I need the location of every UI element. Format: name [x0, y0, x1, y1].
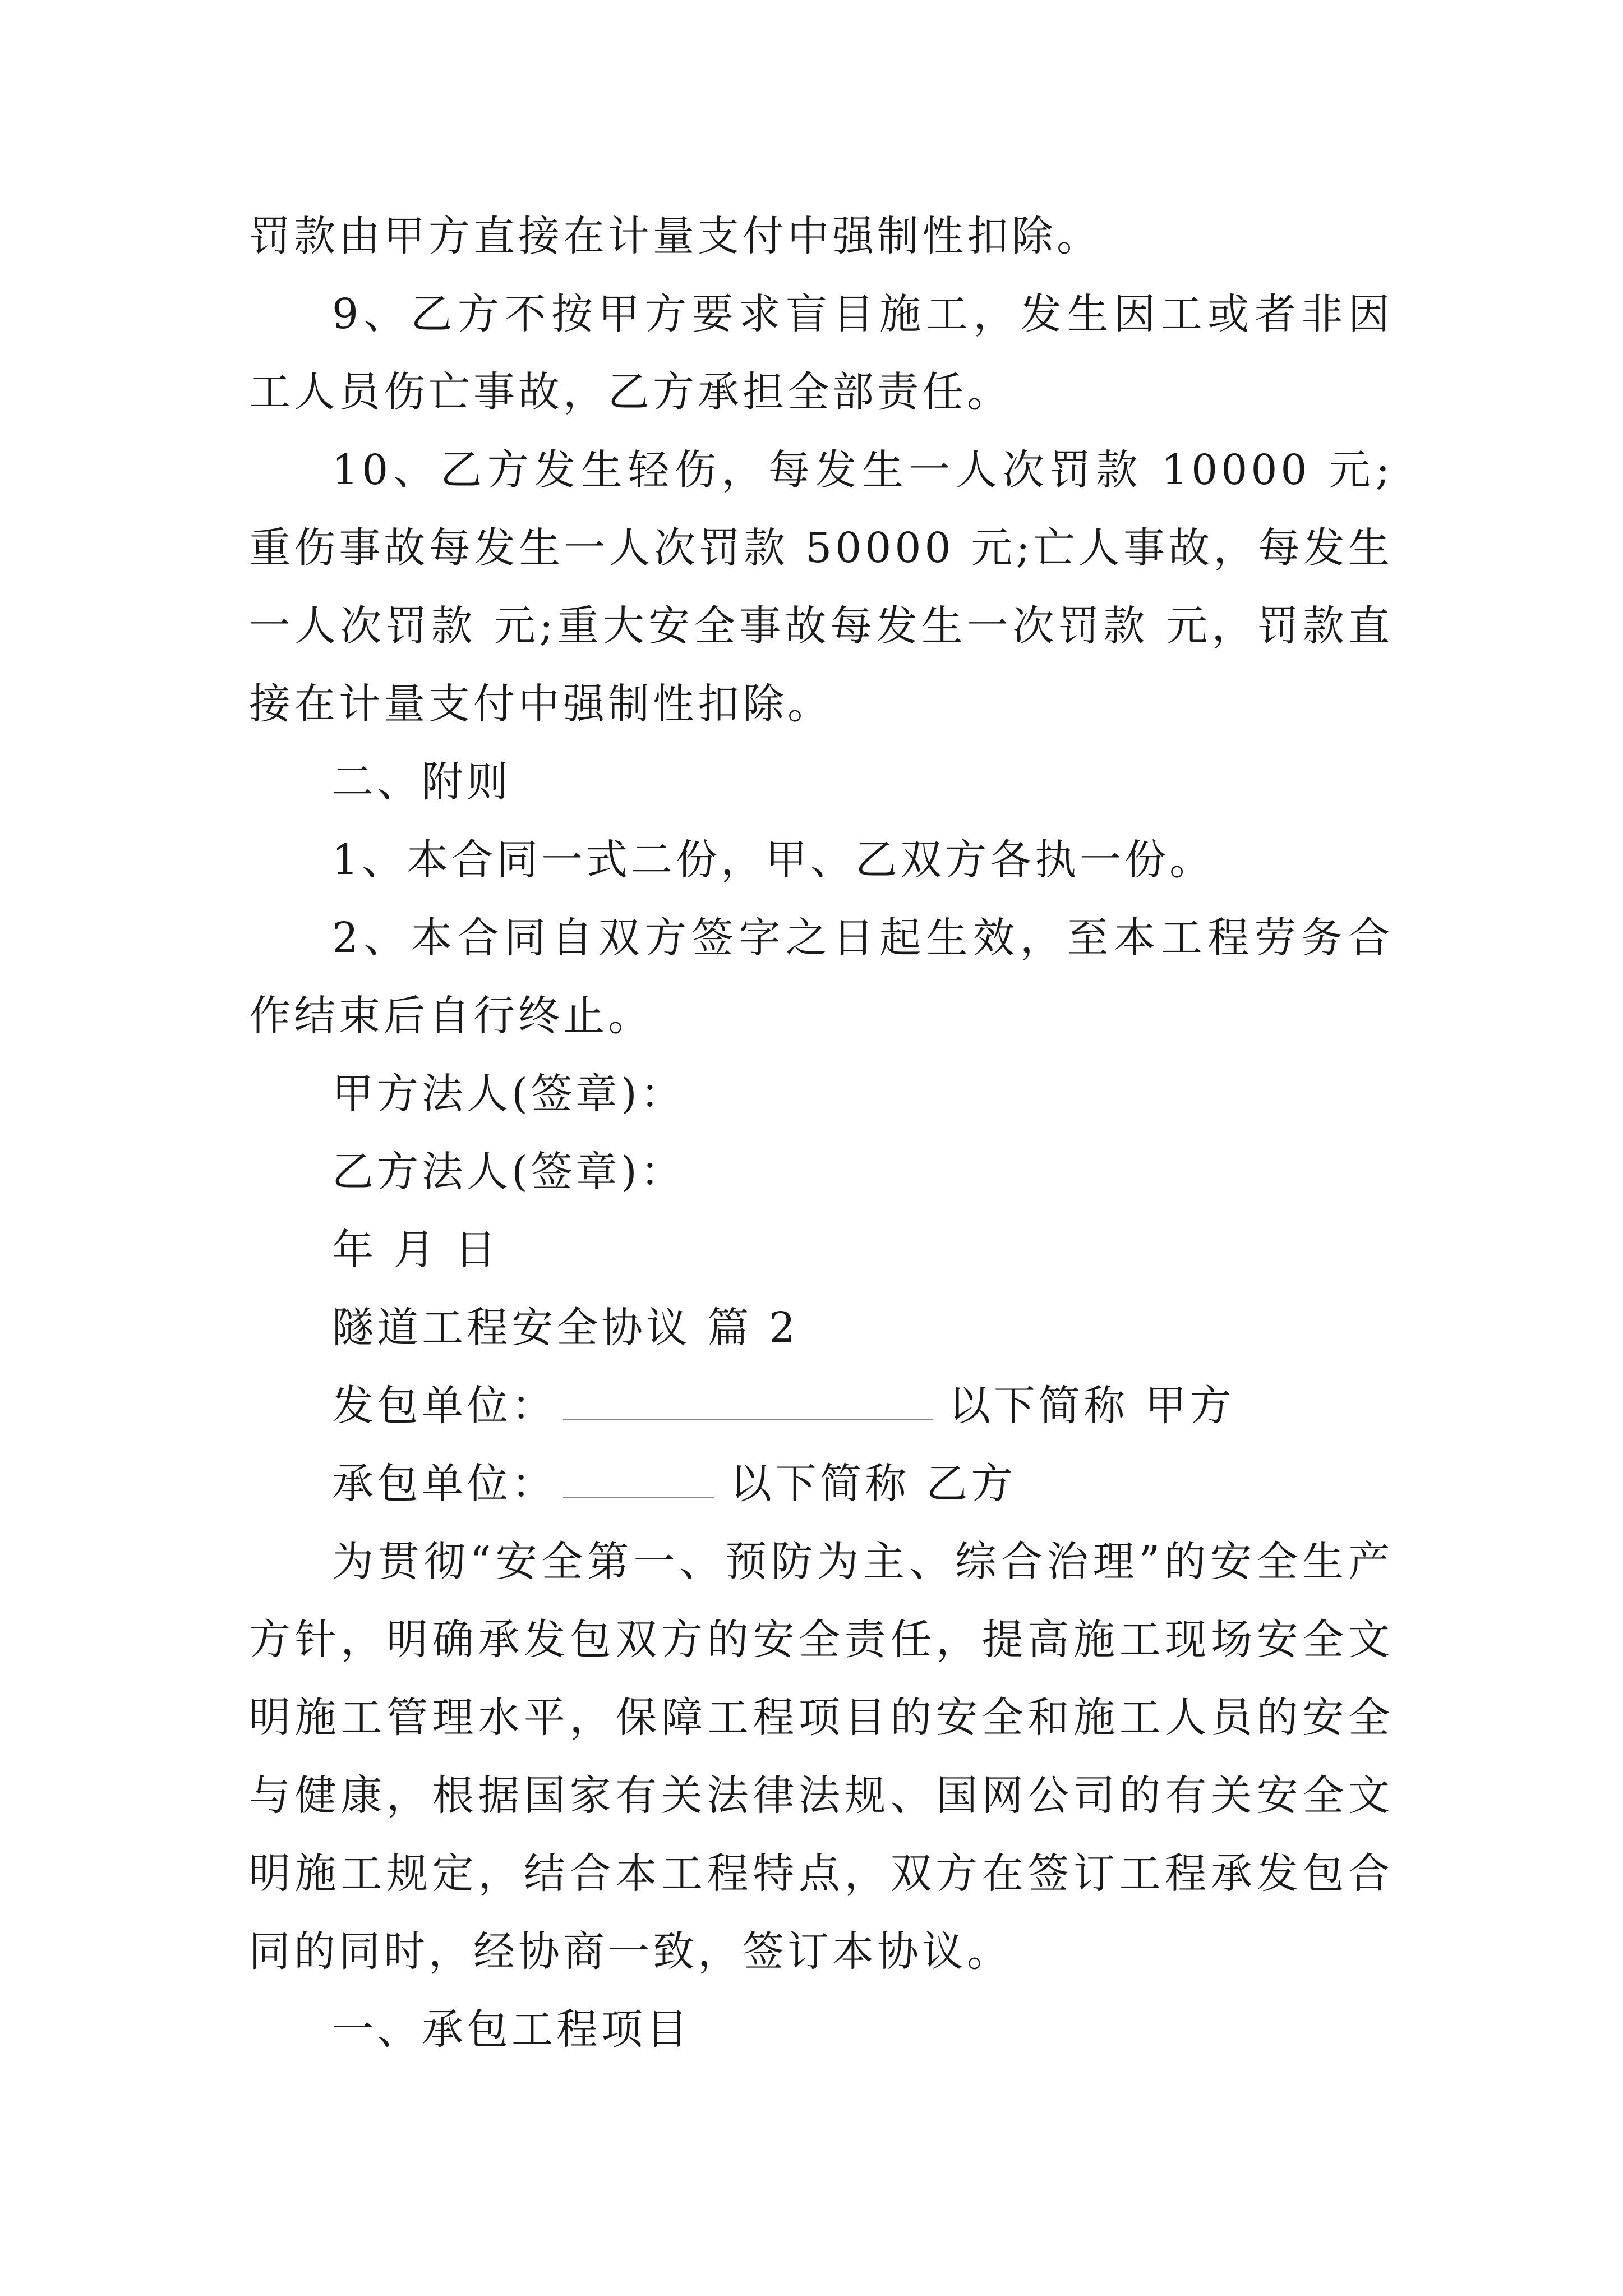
contractor-suffix: 以下简称 甲方 [949, 1382, 1235, 1430]
document-body [249, 197, 1393, 2069]
signature-party-a: 甲方法人(签章)： [332, 1070, 685, 1118]
subcontractor-label: 承包单位： [332, 1460, 556, 1508]
field-contractor-row [249, 1367, 1393, 1445]
subcontractor-blank-line [563, 1463, 714, 1498]
agreement-title: 隧道工程安全协议 篇 2 [332, 1304, 799, 1352]
paragraph-clause-9: 9、乙方不按甲方要求盲目施工，发生因工或者非因工人员伤亡事故，乙方承担全部责任。 [249, 290, 1393, 416]
paragraph-clause-10: 10、乙方发生轻伤，每发生一人次罚款 10000 元;重伤事故每发生一人次罚款 50000 元;亡人事故，每发生一人次罚款 元;重大安全事故每发生一次罚款 元，罚款直接在计量支付中强制性扣除。 [249, 446, 1393, 728]
contractor-blank-line [563, 1385, 933, 1420]
section-heading-project: 一、承包工程项目 [332, 2005, 691, 2054]
signature-date: 年 月 日 [332, 1226, 500, 1274]
paragraph-supplementary-2: 2、本合同自双方签字之日起生效，至本工程劳务合作结束后自行终止。 [249, 914, 1393, 1040]
paragraph-purpose: 为贯彻“安全第一、预防为主、综合治理”的安全生产方针，明确承发包双方的安全责任，提高施工现场安全文明施工管理水平，保障工程项目的安全和施工人员的安全与健康，根据国家有关法律法规、国网公司的有关安全文明施工规定，结合本工程特点，双方在签订工程承发包合同的同时，经协商一致，签订本协议。 [249, 1538, 1393, 1976]
signature-party-b: 乙方法人(签章)： [332, 1148, 685, 1196]
section-heading-supplementary: 二、附则 [332, 758, 511, 806]
field-subcontractor-row [249, 1445, 1393, 1523]
contractor-label: 发包单位： [332, 1382, 556, 1430]
subcontractor-suffix: 以下简称 乙方 [730, 1460, 1016, 1508]
paragraph-supplementary-1: 1、本合同一式二份，甲、乙双方各执一份。 [332, 836, 1215, 884]
paragraph-penalty-deduction: 罚款由甲方直接在计量支付中强制性扣除。 [249, 212, 1101, 260]
